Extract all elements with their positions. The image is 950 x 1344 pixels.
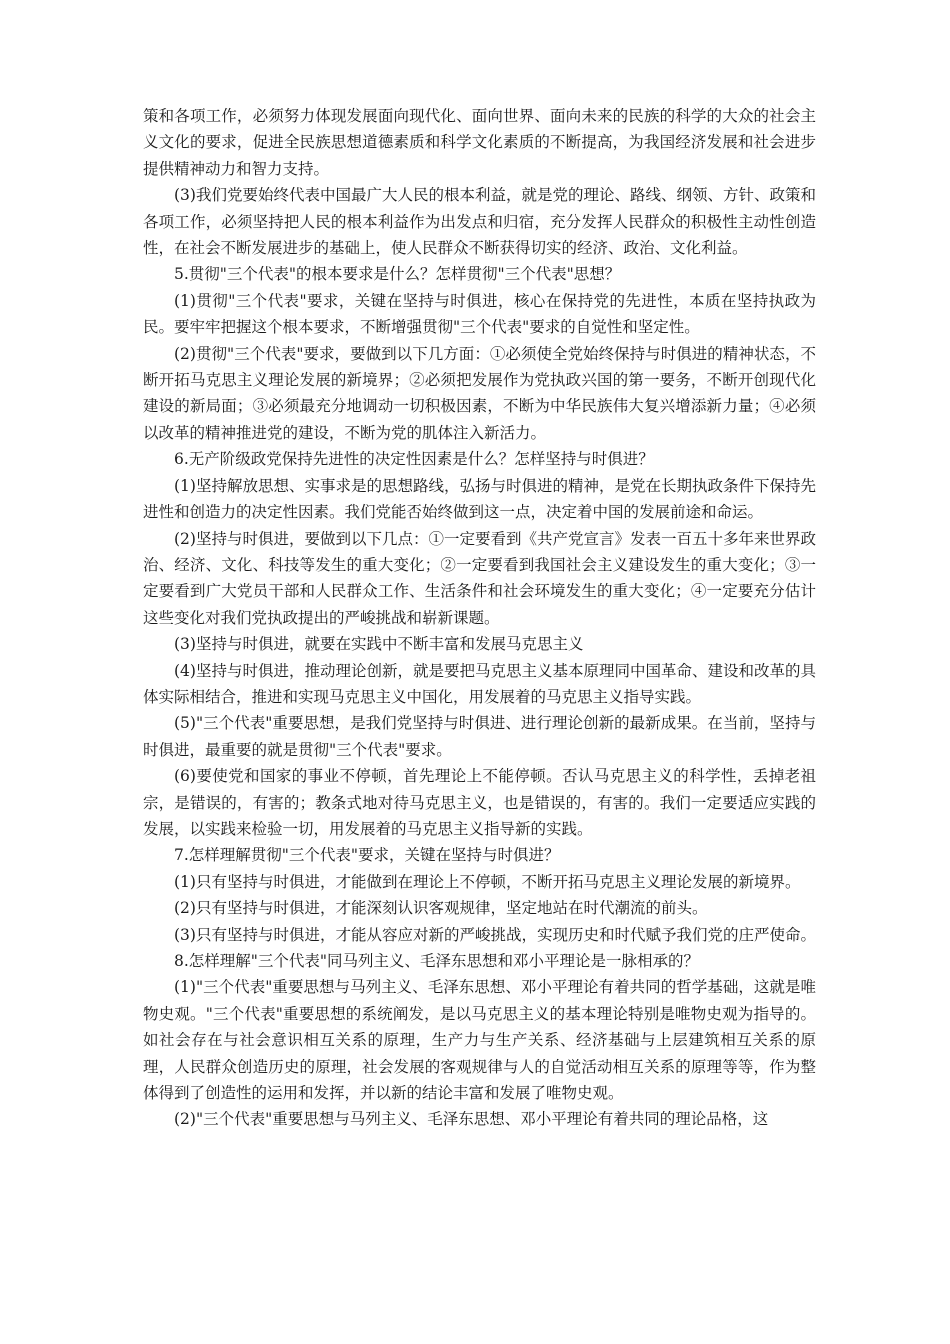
paragraph: 策和各项工作，必须努力体现发展面向现代化、面向世界、面向未来的民族的科学的大众的社会主义文化的要求，促进全民族思想道德素质和科学文化素质的不断提高，为我国经济发展和社会进步提供精神动力和智力支持。 — [143, 107, 816, 178]
paragraph: (2)坚持与时俱进，要做到以下几点：①一定要看到《共产党宣言》发表一百五十多年来世界政治、经济、文化、科技等发生的重大变化；②一定要看到我国社会主义建设发生的重大变化；③一定要看到广大党员干部和人民群众工作、生活条件和社会环境发生的重大变化；④一定要充分估计这些变化对我们党执政提出的严峻挑战和崭新课题。 — [143, 529, 816, 627]
document-body — [143, 103, 816, 1133]
paragraph: (2)只有坚持与时俱进，才能深刻认识客观规律，坚定地站在时代潮流的前头。 — [174, 899, 708, 918]
paragraph: (5)"三个代表"重要思想，是我们党坚持与时俱进、进行理论创新的最新成果。在当前，坚持与时俱进，最重要的就是贯彻"三个代表"要求。 — [143, 714, 816, 759]
question-heading: 5.贯彻"三个代表"的根本要求是什么？怎样贯彻"三个代表"思想？ — [174, 265, 621, 284]
paragraph: (6)要使党和国家的事业不停顿，首先理论上不能停顿。否认马克思主义的科学性，丢掉老祖宗，是错误的，有害的；教条式地对待马克思主义，也是错误的，有害的。我们一定要适应实践的发展，以实践来检验一切，用发展着的马克思主义指导新的实践。 — [143, 767, 816, 838]
paragraph: (3)只有坚持与时俱进，才能从容应对新的严峻挑战，实现历史和时代赋予我们党的庄严使命。 — [174, 925, 816, 944]
paragraph: (1)坚持解放思想、实事求是的思想路线，弘扬与时俱进的精神，是党在长期执政条件下保持先进性和创造力的决定性因素。我们党能否始终做到这一点，决定着中国的发展前途和命运。 — [143, 476, 816, 522]
question-heading: 6.无产阶级政党保持先进性的决定性因素是什么？怎样坚持与时俱进？ — [174, 450, 654, 469]
paragraph: (3)坚持与时俱进，就要在实践中不断丰富和发展马克思主义 — [174, 635, 584, 654]
paragraph: (2)"三个代表"重要思想与马列主义、毛泽东思想、邓小平理论有着共同的理论品格，这 — [174, 1110, 769, 1129]
paragraph: (2)贯彻"三个代表"要求，要做到以下几方面：①必须使全党始终保持与时俱进的精神状态，不断开拓马克思主义理论发展的新境界；②必须把发展作为党执政兴国的第一要务，不断开创现代化建设的新局面；③必须最充分地调动一切积极因素，不断为中华民族伟大复兴增添新力量；④必须以改革的精神推进党的建设，不断为党的肌体注入新活力。 — [143, 344, 816, 442]
paragraph: (1)"三个代表"重要思想与马列主义、毛泽东思想、邓小平理论有着共同的哲学基础，这就是唯物史观。"三个代表"重要思想的系统阐发，是以马克思主义的基本理论特别是唯物史观为指导的。如社会存在与社会意识相互关系的原理，生产力与生产关系、经济基础与上层建筑相互关系的原理，人民群众创造历史的原理，社会发展的客观规律与人的自觉活动相互关系的原理等等，作为整体得到了创造性的运用和发挥，并以新的结论丰富和发展了唯物史观。 — [143, 978, 816, 1103]
paragraph: (1)贯彻"三个代表"要求，关键在坚持与时俱进，核心在保持党的先进性，本质在坚持执政为民。要牢牢把握这个根本要求，不断增强贯彻"三个代表"要求的自觉性和坚定性。 — [143, 291, 816, 337]
paragraph: (3)我们党要始终代表中国最广大人民的根本利益，就是党的理论、路线、纲领、方针、政策和各项工作，必须坚持把人民的根本利益作为出发点和归宿，充分发挥人民群众的积极性主动性创造性，在社会不断发展进步的基础上，使人民群众不断获得切实的经济、政治、文化利益。 — [143, 186, 816, 258]
question-heading: 8.怎样理解"三个代表"同马列主义、毛泽东思想和邓小平理论是一脉相承的？ — [174, 952, 700, 970]
question-heading: 7.怎样理解贯彻"三个代表"要求，关键在坚持与时俱进？ — [174, 846, 560, 865]
paragraph: (4)坚持与时俱进，推动理论创新，就是要把马克思主义基本原理同中国革命、建设和改革的具体实际相结合，推进和实现马克思主义中国化，用发展着的马克思主义指导实践。 — [143, 661, 816, 706]
paragraph: (1)只有坚持与时俱进，才能做到在理论上不停顿，不断开拓马克思主义理论发展的新境界。 — [174, 872, 801, 891]
